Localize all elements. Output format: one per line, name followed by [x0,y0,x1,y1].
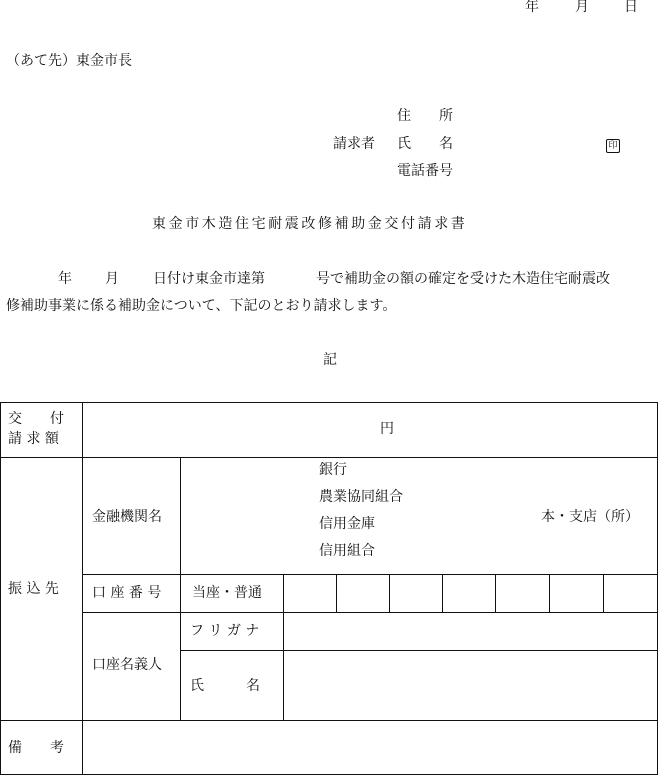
account-number-label: 口 座 番 号 [92,585,162,601]
holder-name-label: 氏 名 [190,678,260,694]
bank-type-shinkin: 信用金庫 [319,516,375,532]
requester-name-label: 氏 名 [397,136,453,152]
body-day-mid: 日付け東金市達第 [153,271,265,287]
requester-label: 請求者 [333,136,375,152]
amount-yen: 円 [380,421,394,437]
bank-type-credit-union: 信用組合 [319,543,375,559]
seal-mark: 印 [606,139,620,153]
remarks-label: 備 考 [8,740,64,756]
branch-label: 本・支店（所） [541,509,639,525]
amount-label-line-2: 請 求 額 [8,431,59,447]
bank-type-agri-coop: 農業協同組合 [319,489,403,505]
account-type: 当座・普通 [192,585,262,601]
transfer-label: 振 込 先 [8,581,59,597]
bank-label: 金融機関名 [92,509,162,525]
ki-heading: 記 [323,352,337,368]
date-day: 日 [624,0,638,15]
bank-type-bank: 銀行 [319,462,347,478]
date-year: 年 [525,0,539,15]
body-year: 年 [58,271,72,287]
furigana-label: フ リ ガ ナ [190,623,260,639]
addressee: （あて先）東金市長 [6,53,132,69]
holder-label: 口座名義人 [92,657,162,673]
requester-address-label: 住 所 [397,108,453,124]
document-title: 東金市木造住宅耐震改修補助金交付請求書 [152,216,468,232]
body-rest: 号で補助金の額の確定を受けた木造住宅耐震改 [316,271,610,287]
requester-phone-label: 電話番号 [397,163,453,179]
date-month: 月 [575,0,589,15]
amount-label-line-1: 交 付 [8,411,64,427]
body-month: 月 [105,271,119,287]
body-line-2: 修補助事業に係る補助金について、下記のとおり請求します。 [6,298,397,314]
seal-icon [606,137,620,153]
